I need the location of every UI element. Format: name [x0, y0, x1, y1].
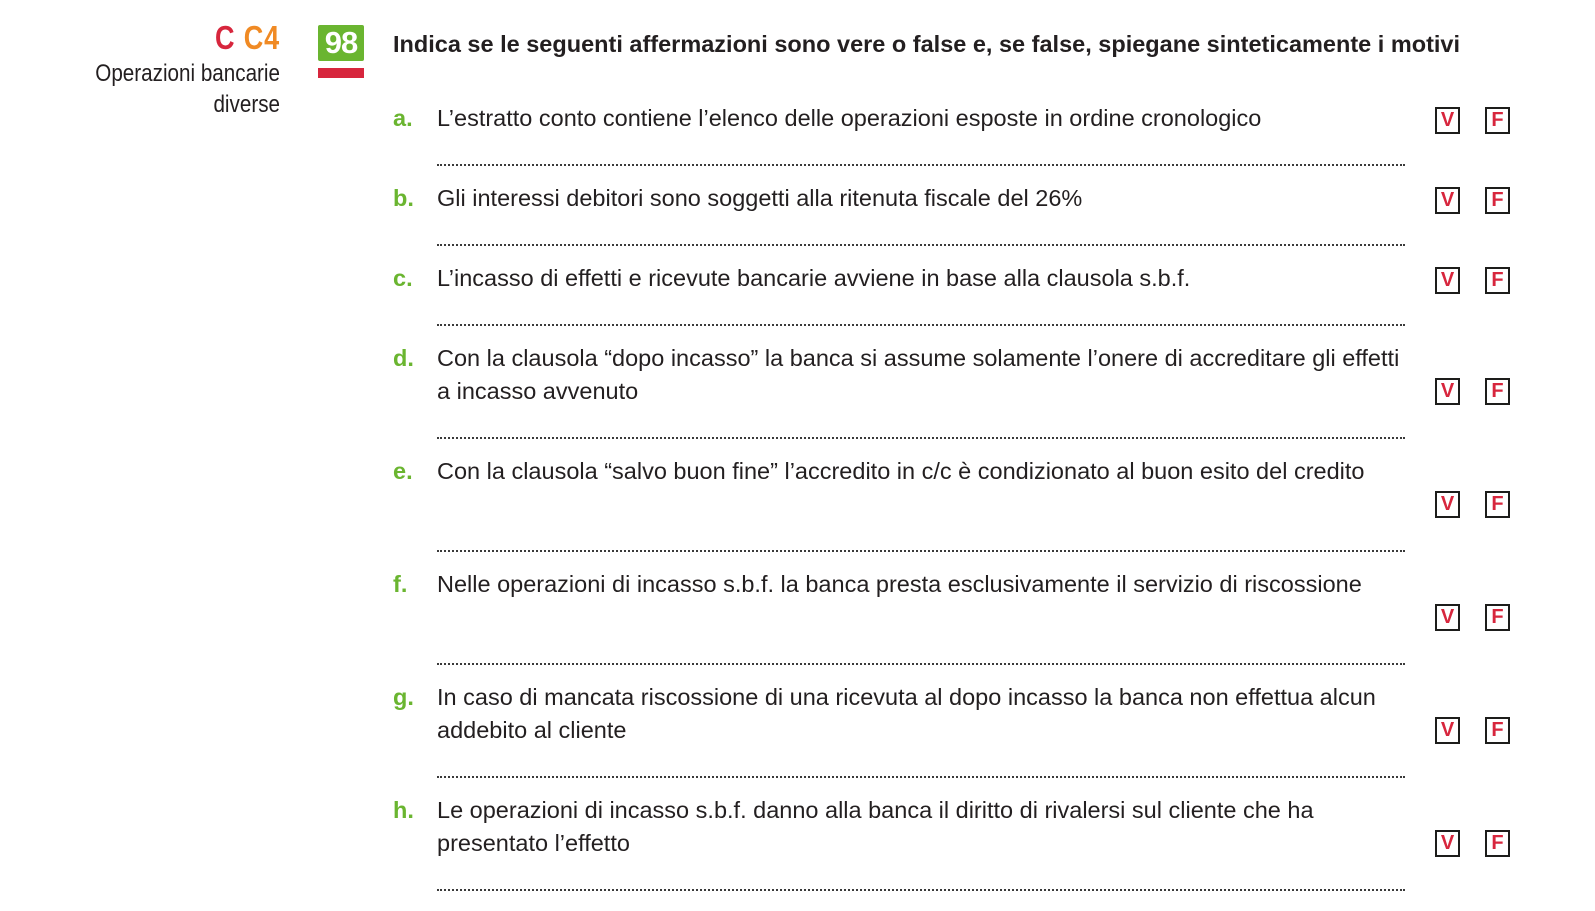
- statement-text: Con la clausola “salvo buon fine” l’accredito in c/c è condizionato al buon esito del credito: [437, 458, 1365, 484]
- false-checkbox[interactable]: F: [1485, 604, 1510, 631]
- true-checkbox[interactable]: V: [1435, 378, 1460, 405]
- false-checkbox[interactable]: F: [1485, 830, 1510, 857]
- section-code-letter: C: [215, 19, 236, 56]
- section-header: [0, 18, 280, 120]
- answer-line[interactable]: [437, 244, 1405, 246]
- statement-letter: b.: [393, 185, 414, 211]
- answer-line[interactable]: [437, 889, 1405, 891]
- section-title-line2: diverse: [213, 91, 280, 118]
- section-code: [50, 18, 280, 58]
- true-checkbox[interactable]: V: [1435, 107, 1460, 134]
- answer-line[interactable]: [437, 324, 1405, 326]
- statement-text: L’incasso di effetti e ricevute bancarie avviene in base alla clausola s.b.f.: [437, 265, 1191, 291]
- statement-text: Le operazioni di incasso s.b.f. danno alla banca il diritto di rivalersi sul cliente che ha presentato l’effetto: [437, 797, 1314, 856]
- statement-letter: c.: [393, 265, 413, 291]
- statement-text: Gli interessi debitori sono soggetti alla ritenuta fiscale del 26%: [437, 185, 1083, 211]
- answer-line[interactable]: [437, 663, 1405, 665]
- answer-line[interactable]: [437, 776, 1405, 778]
- answer-line[interactable]: [437, 164, 1405, 166]
- exercise-instruction: Indica se le seguenti affermazioni sono vere o false e, se false, spiegane sinteticamente i motivi: [393, 31, 1461, 57]
- statement-text: Con la clausola “dopo incasso” la banca si assume solamente l’onere di accreditare gli effetti a incasso avvenuto: [437, 345, 1400, 404]
- statement-letter: g.: [393, 684, 414, 710]
- true-checkbox[interactable]: V: [1435, 491, 1460, 518]
- true-checkbox[interactable]: V: [1435, 717, 1460, 744]
- answer-line[interactable]: [437, 550, 1405, 552]
- difficulty-bar: [318, 68, 364, 78]
- statement-text: In caso di mancata riscossione di una ricevuta al dopo incasso la banca non effettua alcun addebito al cliente: [437, 684, 1376, 743]
- statement-letter: e.: [393, 458, 413, 484]
- false-checkbox[interactable]: F: [1485, 267, 1510, 294]
- false-checkbox[interactable]: F: [1485, 491, 1510, 518]
- false-checkbox[interactable]: F: [1485, 107, 1510, 134]
- statement-letter: f.: [393, 571, 408, 597]
- true-checkbox[interactable]: V: [1435, 604, 1460, 631]
- exercise-number: 98: [318, 25, 364, 61]
- statement-text: Nelle operazioni di incasso s.b.f. la banca presta esclusivamente il servizio di riscossione: [437, 571, 1362, 597]
- true-checkbox[interactable]: V: [1435, 830, 1460, 857]
- false-checkbox[interactable]: F: [1485, 187, 1510, 214]
- false-checkbox[interactable]: F: [1485, 378, 1510, 405]
- section-title-line1: Operazioni bancarie: [95, 60, 280, 87]
- true-checkbox[interactable]: V: [1435, 187, 1460, 214]
- statement-letter: d.: [393, 345, 414, 371]
- answer-line[interactable]: [437, 437, 1405, 439]
- true-checkbox[interactable]: V: [1435, 267, 1460, 294]
- statement-letter: h.: [393, 797, 414, 823]
- exercise-badge: [318, 25, 364, 78]
- statement-text: L’estratto conto contiene l’elenco delle operazioni esposte in ordine cronologico: [437, 105, 1262, 131]
- statement-letter: a.: [393, 105, 413, 131]
- false-checkbox[interactable]: F: [1485, 717, 1510, 744]
- section-code-chapter: C4: [243, 19, 280, 56]
